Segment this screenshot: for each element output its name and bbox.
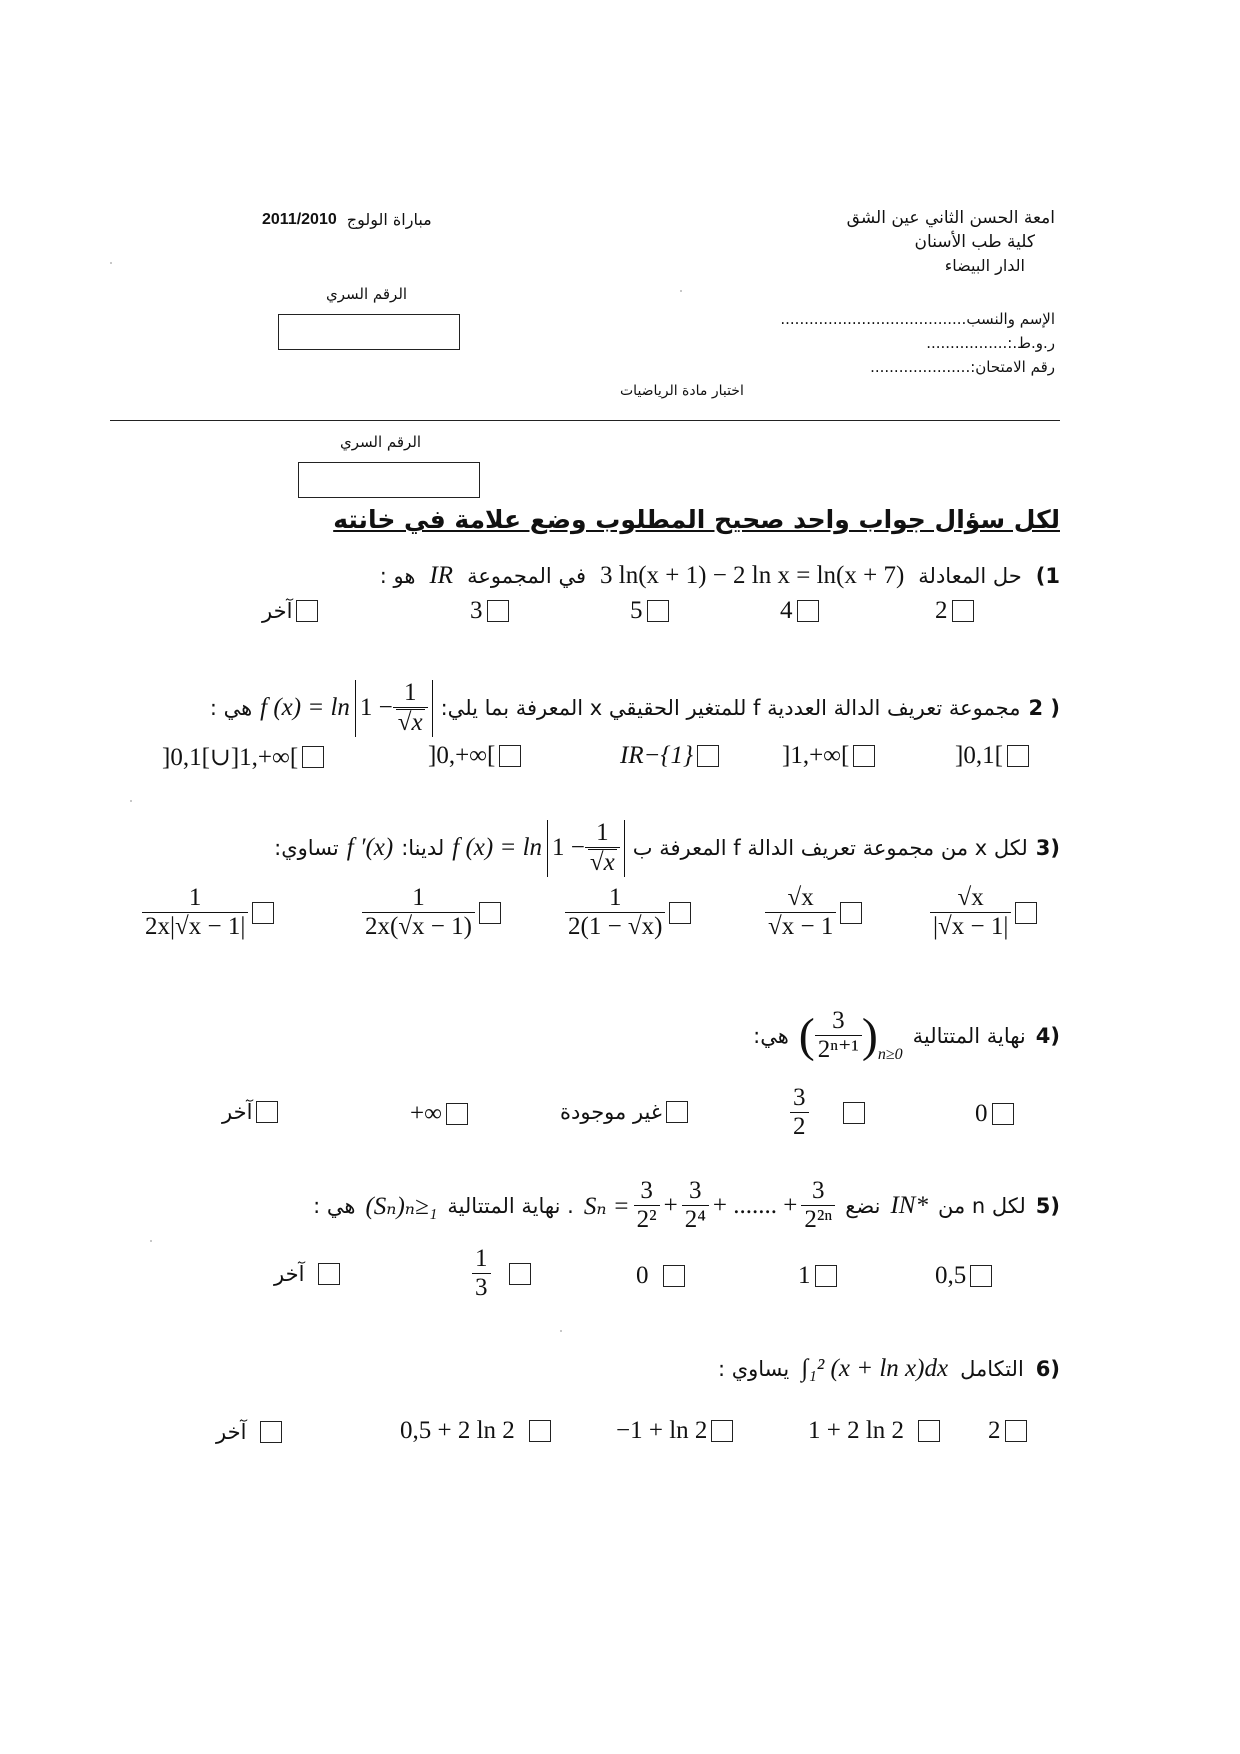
answer-option[interactable]: 2	[935, 597, 974, 625]
header-divider	[110, 420, 1060, 421]
contest-label: مباراة الولوج	[346, 210, 432, 229]
answer-checkbox[interactable]	[256, 1101, 278, 1123]
answer-checkbox[interactable]	[815, 1265, 837, 1287]
question-text: تساوي:	[274, 836, 339, 861]
set-symbol: IR	[429, 562, 454, 589]
absolute-value: 1 − 1 √ x	[355, 680, 433, 737]
answer-checkbox[interactable]	[479, 902, 501, 924]
fraction: 1 √ x	[393, 680, 428, 737]
answer-option[interactable]: $\frac{1}{3}$	[472, 1246, 531, 1302]
secret-number-label-top: الرقم السري	[326, 285, 408, 303]
answer-checkbox[interactable]	[853, 745, 875, 767]
contest-year: 2011/2010	[262, 210, 337, 228]
question-6	[718, 1355, 1060, 1383]
subject-title: اختبار مادة الرياضيات	[620, 383, 744, 399]
answer-option[interactable]: 0	[636, 1262, 685, 1290]
series-expression: Sₙ = $\frac{3}{\text{2²}}$ + $\frac{3}{\text{2⁴}}$ + ....... + $\frac{3}{\text{2²ⁿ}}$	[584, 1178, 835, 1234]
answer-checkbox[interactable]	[666, 1101, 688, 1123]
sequence-symbol: (Sₙ)ₙ≥₁	[365, 1192, 438, 1220]
answer-option[interactable]: آخر	[222, 1100, 278, 1124]
question-number: 3)	[1035, 836, 1060, 861]
question-number: 5)	[1035, 1193, 1060, 1218]
answer-option[interactable]: 4	[780, 597, 819, 625]
answer-checkbox[interactable]	[663, 1265, 685, 1287]
set-symbol: IN*	[890, 1191, 928, 1219]
contest-title	[262, 210, 432, 229]
secret-number-box-top[interactable]	[278, 314, 460, 350]
question-text: لكل x من مجموعة تعريف الدالة f المعرفة ب	[632, 836, 1028, 861]
answer-checkbox[interactable]	[918, 1420, 940, 1442]
answer-option[interactable]: 2	[988, 1417, 1027, 1445]
question-text: مجموعة تعريف الدالة العددية f للمتغير الحقيقي x المعرفة بما يلي:	[440, 696, 1021, 721]
answer-option[interactable]: 1	[798, 1262, 837, 1290]
secret-number-label-bottom: الرقم السري	[340, 433, 422, 451]
question-number: 2 )	[1028, 696, 1060, 721]
scan-speck	[150, 1240, 152, 1242]
answer-option[interactable]: غير موجودة	[560, 1100, 688, 1124]
equation: 3 ln(x + 1) − 2 ln x = ln(x + 7)	[600, 562, 905, 589]
answer-option[interactable]: ]0,1[	[955, 742, 1029, 770]
question-text: نضع	[845, 1193, 881, 1218]
answer-option[interactable]: $\frac{1}{2x(√x - 1)}$	[362, 885, 501, 941]
answer-checkbox[interactable]	[487, 600, 509, 622]
answer-option[interactable]: آخر	[216, 1420, 282, 1444]
university-name: امعة الحسن الثاني عين الشق	[846, 208, 1055, 228]
name-field[interactable]: الإسم والنسب.......................................	[780, 310, 1055, 328]
answer-checkbox[interactable]	[970, 1265, 992, 1287]
city-name: الدار البيضاء	[944, 256, 1025, 275]
answer-option[interactable]: ]0,1[∪]1,+∞[	[162, 742, 324, 772]
answer-option[interactable]: $\frac{1}{2x|√x - 1|}$	[142, 885, 274, 941]
question-number: 6)	[1035, 1357, 1060, 1381]
answer-option[interactable]: آخر	[274, 1262, 340, 1286]
answer-option[interactable]: آخر	[262, 599, 318, 623]
answer-option[interactable]: 1 + 2 ln 2	[808, 1417, 940, 1445]
answer-checkbox[interactable]	[302, 746, 324, 768]
question-text: هي:	[753, 1023, 789, 1048]
answer-checkbox[interactable]	[509, 1263, 531, 1285]
answer-option[interactable]: IR−{1}	[620, 742, 719, 770]
scan-speck	[130, 800, 132, 802]
answer-checkbox[interactable]	[669, 902, 691, 924]
answer-checkbox[interactable]	[1007, 745, 1029, 767]
integral-expression: ∫₁² (x + ln x)dx	[801, 1355, 949, 1382]
question-text: في المجموعة	[467, 564, 586, 588]
faculty-name: كلية طب الأسنان	[914, 232, 1035, 252]
answer-option[interactable]: ]1,+∞[	[782, 742, 875, 770]
question-5	[313, 1178, 1060, 1234]
question-text: هو :	[379, 564, 416, 588]
question-2	[210, 680, 1060, 737]
derivative-symbol: f ′(x)	[346, 834, 394, 862]
answer-checkbox[interactable]	[711, 1420, 733, 1442]
question-text: . نهاية المتتالية	[447, 1193, 574, 1218]
answer-checkbox[interactable]	[647, 600, 669, 622]
question-number: (1	[1035, 564, 1060, 588]
question-text: هي :	[313, 1193, 356, 1218]
answer-checkbox[interactable]	[252, 902, 274, 924]
answer-option[interactable]: $\frac{√x}{|√x - 1|}$	[930, 885, 1037, 941]
question-4	[753, 1008, 1060, 1064]
answer-checkbox[interactable]	[1015, 902, 1037, 924]
sequence-expression: ( $\frac{3}{\text{2ⁿ⁺¹}}$ ) n≥0	[798, 1007, 903, 1064]
question-3	[274, 820, 1060, 877]
answer-checkbox[interactable]	[529, 1420, 551, 1442]
question-text: هي :	[209, 696, 253, 721]
answer-checkbox[interactable]	[952, 600, 974, 622]
instruction: لكل سؤال جواب واحد صحيح المطلوب وضع علامة في خانته	[333, 505, 1060, 534]
question-text: نهاية المتتالية	[912, 1023, 1026, 1048]
fraction: $\frac{3}{\text{2ⁿ⁺¹}}$	[815, 1008, 862, 1064]
function-definition: f (x) = ln 1 − 1 √ x	[260, 680, 432, 737]
answer-option[interactable]: +∞	[410, 1100, 468, 1128]
answer-checkbox[interactable]	[499, 745, 521, 767]
question-text: لدينا:	[401, 836, 445, 861]
answer-option[interactable]: ]0,+∞[	[428, 742, 521, 770]
answer-checkbox[interactable]	[843, 1102, 865, 1124]
function-definition: f (x) = ln 1 − 1 √ x	[452, 820, 624, 877]
answer-option[interactable]: $\frac{3}{2}$	[790, 1085, 865, 1141]
question-text: لكل n من	[937, 1193, 1026, 1218]
question-number: 4)	[1035, 1023, 1060, 1048]
answer-option[interactable]: 0	[975, 1100, 1014, 1128]
question-text: التكامل	[960, 1357, 1024, 1381]
answer-option[interactable]: $\frac{1}{2(1 - √x)}$	[565, 885, 691, 941]
secret-number-box-bottom[interactable]	[298, 462, 480, 498]
question-text: يساوي :	[717, 1357, 790, 1381]
absolute-value: 1 − 1 √ x	[547, 820, 625, 877]
answer-checkbox[interactable]	[697, 745, 719, 767]
answer-checkbox[interactable]	[446, 1103, 468, 1125]
answer-option[interactable]: 0,5 + 2 ln 2	[400, 1417, 551, 1445]
answer-option[interactable]: 0,5	[935, 1262, 992, 1290]
question-text: حل المعادلة	[918, 564, 1022, 588]
answer-option[interactable]: −1 + ln 2	[616, 1417, 733, 1445]
answer-option[interactable]: 5	[630, 597, 669, 625]
answer-checkbox[interactable]	[318, 1263, 340, 1285]
answer-checkbox[interactable]	[797, 600, 819, 622]
scan-speck	[560, 1330, 562, 1332]
scan-speck	[110, 262, 112, 264]
answer-checkbox[interactable]	[840, 902, 862, 924]
question-1	[380, 562, 1060, 590]
exam-number-field[interactable]: رقم الامتحان:.....................	[870, 358, 1055, 376]
cin-field[interactable]: ر.و.ط.:.................	[926, 334, 1055, 352]
scan-speck	[680, 290, 682, 292]
fraction: 1 √ x	[585, 820, 620, 877]
answer-checkbox[interactable]	[1005, 1420, 1027, 1442]
answer-checkbox[interactable]	[992, 1103, 1014, 1125]
answer-option[interactable]: 3	[470, 597, 509, 625]
answer-checkbox[interactable]	[296, 600, 318, 622]
answer-option[interactable]: $\frac{√x}{√x - 1}$	[765, 885, 862, 941]
answer-checkbox[interactable]	[260, 1421, 282, 1443]
